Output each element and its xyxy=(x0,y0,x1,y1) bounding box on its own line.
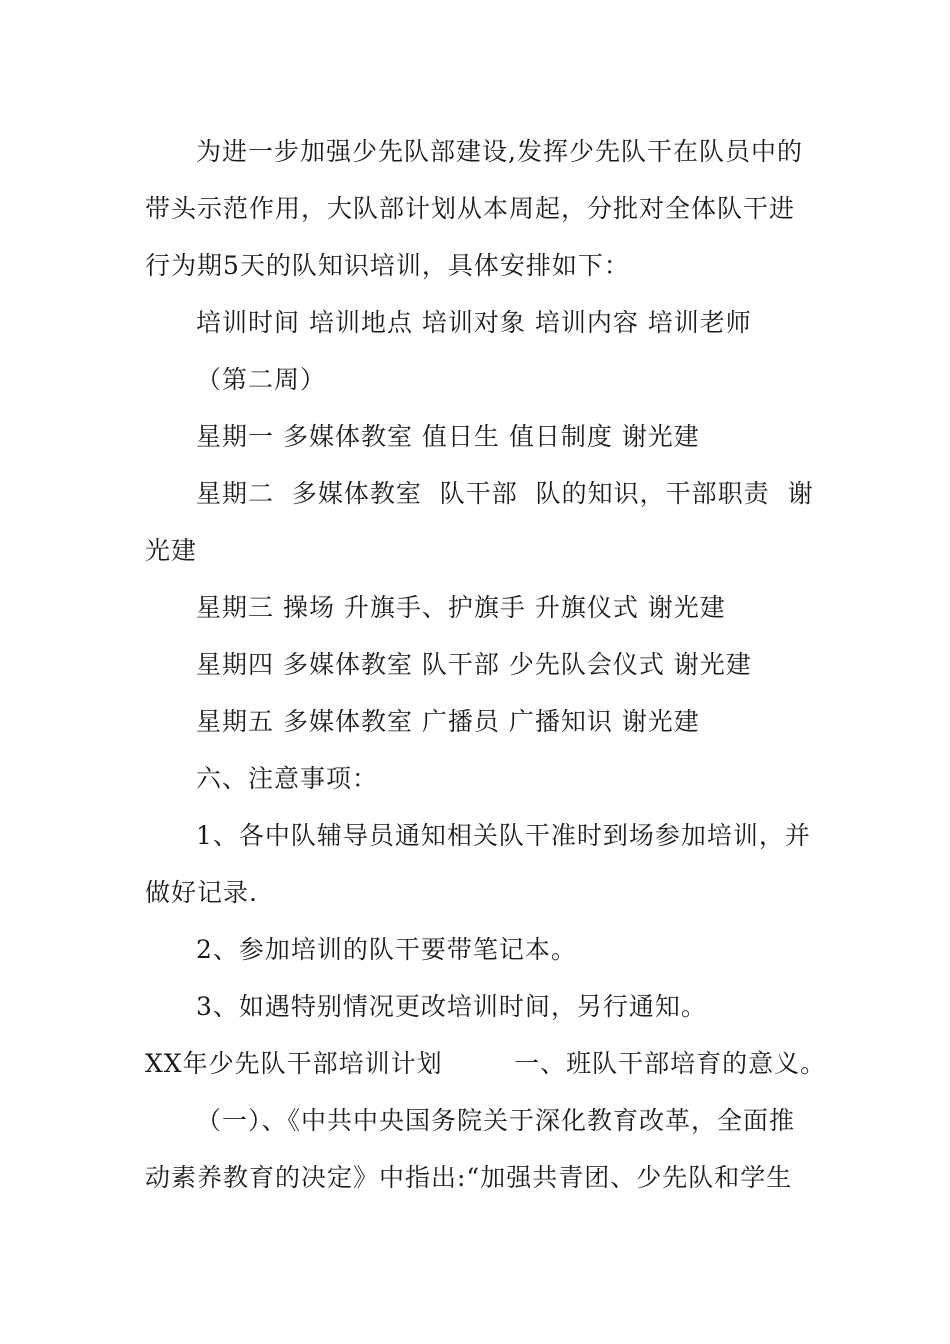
schedule-row-line: 星期三 操场 升旗手、护旗手 升旗仪式 谢光建 xyxy=(196,593,726,622)
section-heading-line: 六、注意事项： xyxy=(196,764,379,793)
schedule-row-line: 星期二 多媒体教室 队干部 队的知识，干部职责 谢 xyxy=(196,479,814,508)
paragraph-line: 行为期5天的队知识培训，具体安排如下： xyxy=(145,251,630,280)
schedule-row-continuation: 光建 xyxy=(145,536,198,565)
notice-item-line: 1、各中队辅导员通知相关队干准时到场参加培训，并 xyxy=(196,821,811,850)
schedule-header-line: 培训时间 培训地点 培训对象 培训内容 培训老师 xyxy=(196,308,752,337)
paragraph-line: 带头示范作用，大队部计划从本周起，分批对全体队干进 xyxy=(145,194,796,223)
schedule-week-line: （第二周） xyxy=(196,365,327,394)
schedule-row-line: 星期四 多媒体教室 队干部 少先队会仪式 谢光建 xyxy=(196,650,752,679)
plan-title-line: XX年少先队干部培训计划 一、班队干部培育的意义。 xyxy=(145,1049,827,1078)
paragraph-line: 为进一步加强少先队部建设,发挥少先队干在队员中的 xyxy=(196,137,803,166)
paragraph-line: （一）、《中共中央国务院关于深化教育改革，全面推 xyxy=(196,1106,796,1135)
schedule-row-line: 星期五 多媒体教室 广播员 广播知识 谢光建 xyxy=(196,707,700,736)
notice-item-line: 2、参加培训的队干要带笔记本。 xyxy=(196,935,577,964)
notice-item-continuation: 做好记录. xyxy=(145,878,258,907)
paragraph-line: 动素养教育的决定》中指出:“加强共青团、少先队和学生 xyxy=(145,1163,793,1192)
schedule-row-line: 星期一 多媒体教室 值日生 值日制度 谢光建 xyxy=(196,422,700,451)
notice-item-line: 3、如遇特别情况更改培训时间，另行通知。 xyxy=(196,992,707,1021)
